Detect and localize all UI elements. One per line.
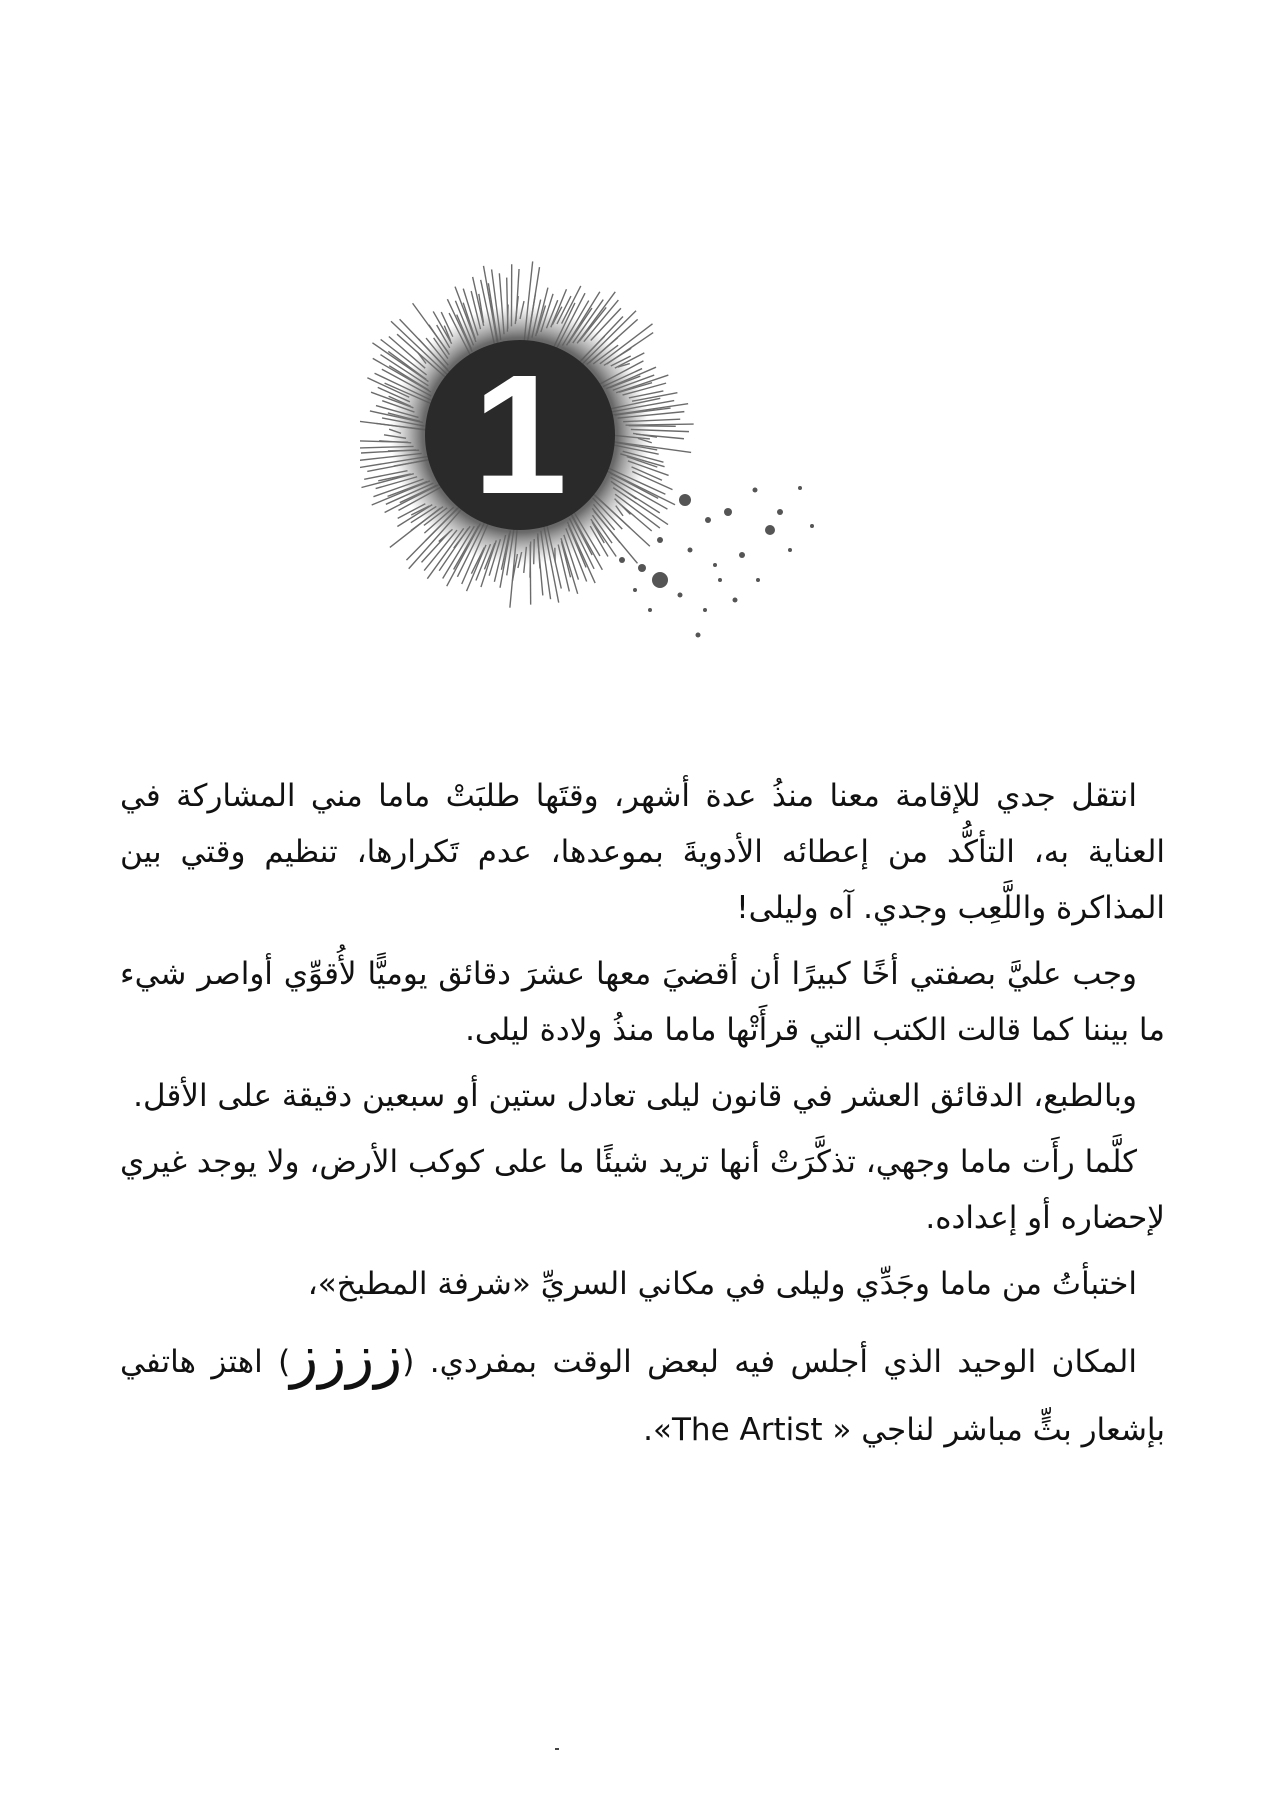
paragraph-6-start: المكان الوحيد الذي أجلس فيه لبعض الوقت بمفردي. ( [402, 1344, 1137, 1380]
paragraph-6 [120, 1322, 1165, 1464]
paragraph-1: انتقل جدي للإقامة معنا منذُ عدة أشهر، وقتَها طلبَتْ ماما مني المشاركة في العناية به، التأكُّد من إعطائه الأدويةَ بموعدها، عدم تَكرارها، تنظيم وقتي بين المذاكرة واللَّعِب وجدي. آه وليلى! [120, 778, 1165, 926]
page-mark [555, 1748, 559, 1750]
paragraph-3: وبالطبع، الدقائق العشر في قانون ليلى تعادل ستين أو سبعين دقيقة على الأقل. [133, 1078, 1137, 1114]
paragraph-6-end: ) اهتز هاتفي بإشعار بثٍّ مباشر لناجي « The Artist». [120, 1344, 1165, 1448]
chapter-number: 1 [472, 340, 568, 530]
paragraph-4: كلَّما رأَت ماما وجهي، تذكَّرَتْ أنها تريد شيئًا ما على كوكب الأرض، ولا يوجد غيري لإحضاره أو إعداده. [120, 1144, 1165, 1236]
chapter-body [120, 768, 1165, 1474]
paragraph-2: وجب عليَّ بصفتي أخًا كبيرًا أن أقضيَ معها عشرَ دقائق يوميًّا لأُقوِّي أواصر شيء ما بيننا كما قالت الكتب التي قرأَتْها ماما منذُ ولادة ليلى. [120, 956, 1165, 1048]
paragraph-5: اختبأتُ من ماما وجَدِّي وليلى في مكاني السريِّ «شرفة المطبخ»، [307, 1266, 1137, 1302]
chapter-heading-graphic [360, 250, 920, 700]
vibration-sound-effect: زززز [290, 1322, 403, 1390]
